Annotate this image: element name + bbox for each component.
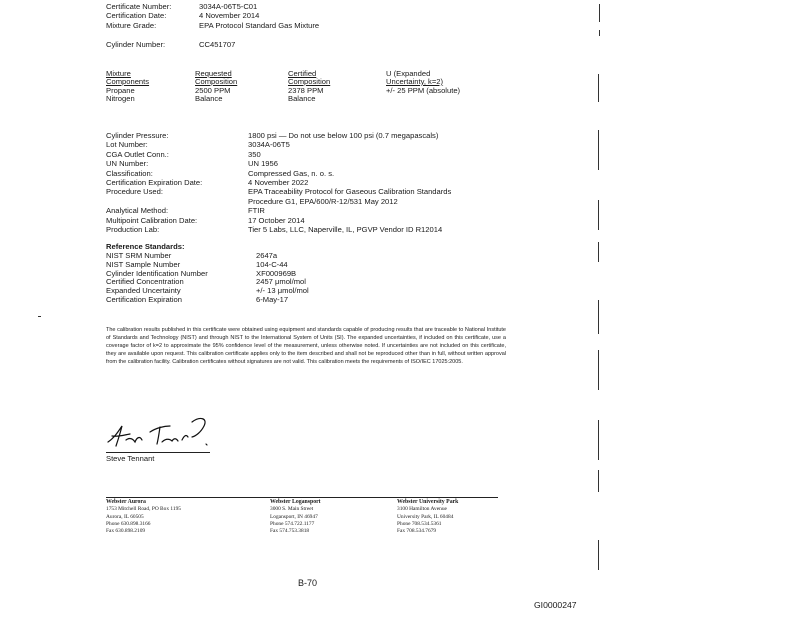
certification-date-value: 4 November 2014 [199, 11, 260, 21]
mixture-grade-value: EPA Protocol Standard Gas Mixture [199, 20, 320, 30]
scan-artifact [38, 316, 41, 317]
reference-label: NIST SRM Number [106, 251, 172, 261]
reference-label: NIST Sample Number [106, 260, 181, 270]
table-cell: Nitrogen [106, 94, 135, 103]
info-value: 3034A-06T5 [248, 140, 290, 150]
reference-value: 2457 μmol/mol [256, 277, 306, 287]
table-header: Mixture [106, 69, 131, 78]
info-label: Procedure Used: [106, 187, 163, 197]
field-label: Certificate Number: [106, 2, 172, 11]
scan-artifact [599, 4, 600, 22]
lab-address1: 1753 Mitchell Road, PO Box 1195 [106, 506, 181, 513]
info-label: Analytical Method: [106, 206, 169, 216]
reference-label: Cylinder Identification Number [106, 268, 208, 278]
table-cell: +/- 25 PPM (absolute) [386, 86, 461, 95]
lab-address1: 3100 Hamilton Avenue [397, 506, 447, 513]
reference-value: XF000969B [256, 268, 297, 278]
lab-name: Webster University Park [397, 499, 459, 505]
lab-fax: Fax 574.753.3818 [270, 528, 310, 535]
info-label: Cylinder Pressure: [106, 131, 169, 140]
signatory-name: Steve Tennant [106, 454, 155, 463]
table-cell: Balance [288, 94, 316, 103]
info-value: Procedure G1, EPA/600/R-12/531 May 2012 [248, 196, 398, 206]
lab-address2: University Park, IL 60484 [397, 513, 454, 520]
info-value: Compressed Gas, n. o. s. [248, 168, 335, 178]
scan-artifact [598, 420, 599, 460]
table-header: U (Expanded [386, 69, 431, 78]
bates-number: GI0000247 [534, 600, 577, 610]
info-value: 1800 psi — Do not use below 100 psi (0.7 megapascals) [248, 131, 439, 140]
table-header: Uncertainty, k=2) [386, 77, 444, 86]
table-cell: 2378 PPM [288, 86, 324, 95]
footer-divider [106, 497, 498, 498]
lab-phone: Phone 574.722.1177 [270, 520, 315, 527]
lab-address2: Logansport, IN 46947 [270, 513, 318, 520]
reference-label: Certified Concentration [106, 277, 184, 287]
table-cell: Propane [106, 86, 135, 95]
table-header: Components [106, 77, 150, 86]
scan-artifact [598, 200, 599, 230]
lab-phone: Phone 708.534.5361 [397, 520, 442, 527]
lab-fax: Fax 708.534.7679 [397, 528, 437, 535]
table-header: Certified [288, 69, 317, 78]
scan-artifact [598, 130, 599, 170]
info-label: Multipoint Calibration Date: [106, 215, 198, 225]
reference-label: Expanded Uncertainty [106, 286, 181, 296]
lab-address2: Aurora, IL 60505 [106, 513, 144, 520]
lab-address-university-park [397, 499, 458, 535]
scan-artifact [598, 540, 599, 570]
info-label: Certification Expiration Date: [106, 177, 203, 187]
scan-artifact [598, 74, 599, 102]
field-label: Mixture Grade: [106, 20, 157, 30]
table-header: Requested [195, 69, 232, 78]
lab-address-aurora [106, 499, 181, 535]
page-number: B-70 [298, 578, 318, 588]
table-header: Composition [195, 77, 238, 86]
info-label: UN Number: [106, 159, 149, 169]
lab-address1: 3000 S. Main Street [270, 506, 314, 513]
reference-value: 6-May-17 [256, 294, 289, 304]
table-header: Composition [288, 77, 331, 86]
scan-artifact [598, 350, 599, 390]
cylinder-number-value: CC451707 [199, 40, 236, 50]
certificate-number-value: 3034A-06T5-C01 [199, 2, 258, 11]
info-value: EPA Traceability Protocol for Gaseous Calibration Standards [248, 187, 452, 197]
scan-artifact [599, 30, 600, 36]
calibration-disclaimer: The calibration results published in this certificate were obtained using equipment and standards capable of producing results that are traceable to National Institute of Standards and Technology (NIST) and through NIST to the International System of Units (SI). The expanded uncertainties, if included on this certificate, use a coverage factor of k=2 to approximate the 95% confidence level of the measurement, unless otherwise noted. If uncertainties are not included on this certificate, they are available upon request. This calibration certificate applies only to the item described and shall not be reproduced other than in full, without written approval from the calibration facility. Calibration certificates without signatures are not valid. This calibration meets the requirements of ISO/IEC 17025:2005. [106, 327, 506, 366]
info-value: 4 November 2022 [248, 177, 309, 187]
info-value: FTIR [248, 206, 265, 216]
info-label: Production Lab: [106, 224, 160, 234]
info-value: 350 [248, 149, 261, 159]
lab-fax: Fax 630.898.2109 [106, 528, 146, 535]
signature-mark [104, 410, 219, 452]
lab-name: Webster Logansport [270, 499, 321, 505]
info-value: UN 1956 [248, 159, 278, 169]
reference-label: Certification Expiration [106, 294, 182, 304]
field-label: Certification Date: [106, 11, 167, 21]
reference-value: +/- 13 μmol/mol [256, 286, 309, 296]
info-value: Tier 5 Labs, LLC, Naperville, IL, PGVP Vendor ID R12014 [248, 224, 443, 234]
lab-name: Webster Aurora [106, 499, 146, 505]
scan-artifact [598, 242, 599, 262]
section-title: Reference Standards: [106, 242, 185, 251]
info-value: 17 October 2014 [248, 215, 305, 225]
info-label: CGA Outlet Conn.: [106, 149, 169, 159]
reference-value: 104-C-44 [256, 260, 288, 270]
table-cell: 2500 PPM [195, 86, 231, 95]
lab-phone: Phone 630.898.3166 [106, 520, 151, 527]
info-label: Classification: [106, 168, 153, 178]
lab-address-logansport [270, 499, 321, 535]
field-label: Cylinder Number: [106, 40, 166, 50]
info-label: Lot Number: [106, 140, 148, 150]
scan-artifact [598, 300, 599, 334]
reference-value: 2647a [256, 251, 278, 261]
scan-artifact [598, 470, 599, 492]
signature-line [106, 452, 210, 453]
table-cell: Balance [195, 94, 223, 103]
